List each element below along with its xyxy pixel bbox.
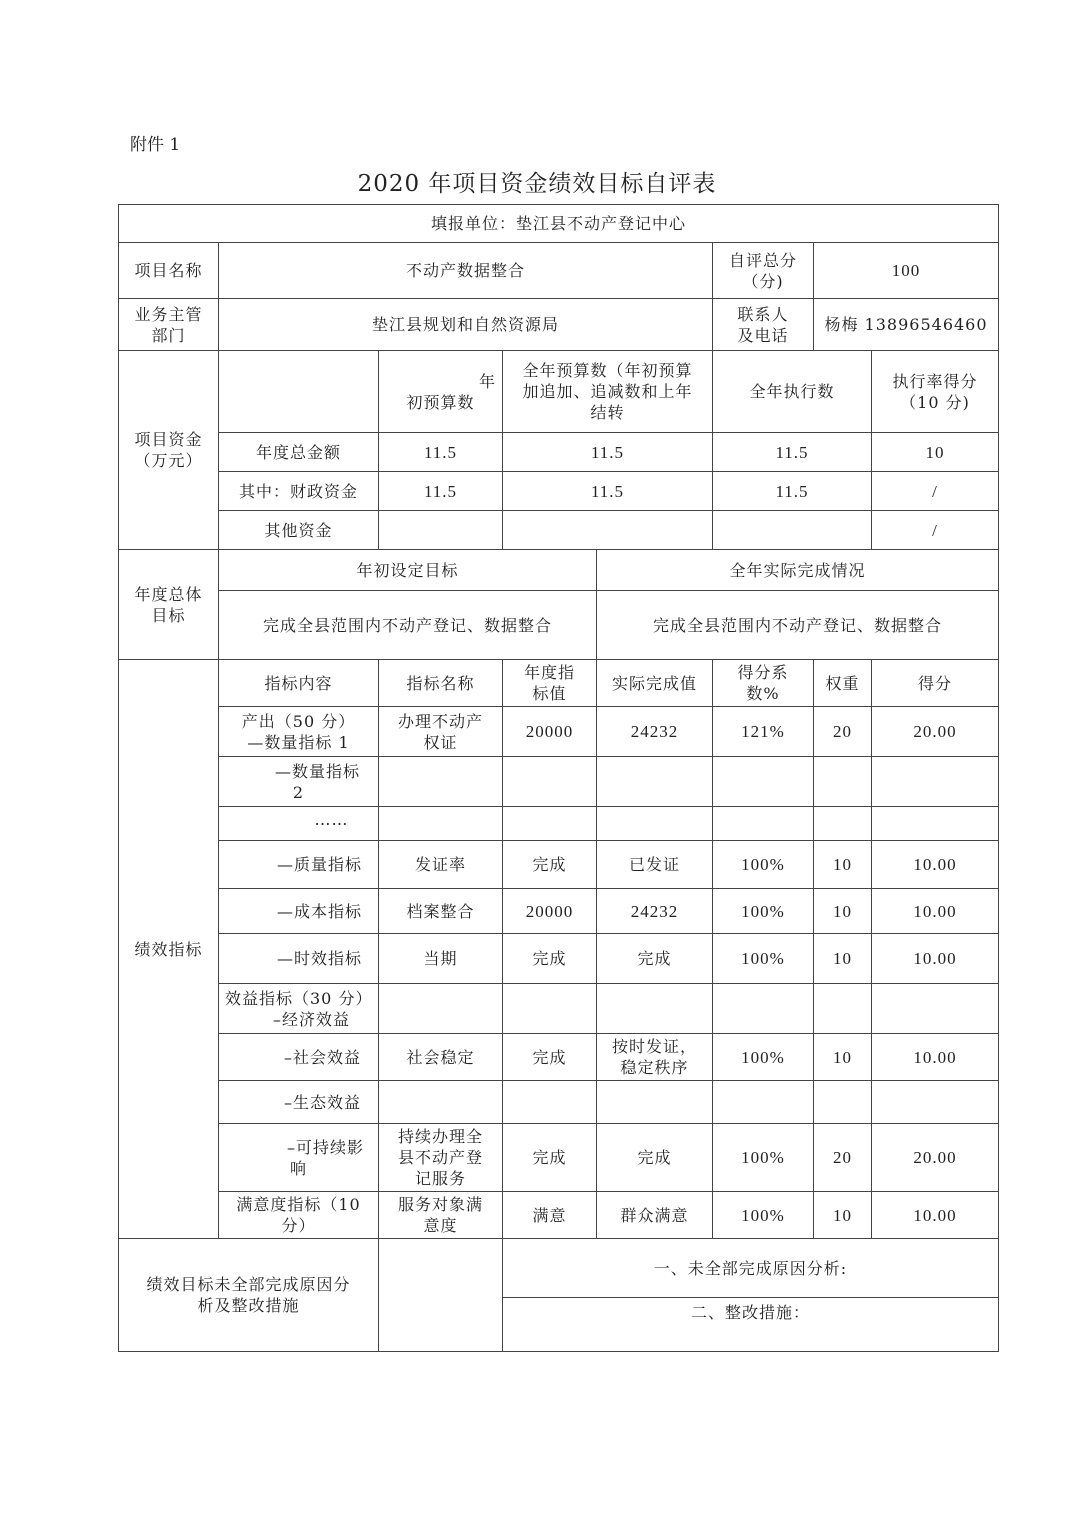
funds-row	[119, 433, 999, 472]
perf-row-actual	[597, 807, 713, 841]
perf-row-weight	[814, 757, 872, 807]
department-value: 垫江县规划和自然资源局	[219, 299, 713, 351]
perf-row-content-line2: –经济效益	[272, 1009, 350, 1029]
perf-row-name	[379, 707, 503, 757]
perf-row-content-line2: 响	[289, 1158, 307, 1178]
perf-row	[119, 1081, 999, 1124]
perf-row-actual	[597, 984, 713, 1034]
perf-row-score	[872, 757, 999, 807]
perf-col-score: 得分	[872, 660, 999, 707]
funds-col-initial-line2: 初预算数	[406, 392, 475, 412]
unit-row	[119, 205, 999, 243]
perf-row-actual: 完成	[597, 1124, 713, 1192]
perf-row-content: –社会效益	[219, 1034, 379, 1081]
perf-row-coef: 121%	[713, 707, 814, 757]
funds-row-exec: 11.5	[713, 472, 872, 511]
total-score-label-line2: （分)	[742, 271, 784, 291]
perf-row-content: —质量指标	[219, 841, 379, 889]
perf-row-name-line1: 持续办理全	[397, 1127, 483, 1146]
perf-row-actual: 已发证	[597, 841, 713, 889]
goal-label-line2: 目标	[151, 605, 186, 625]
perf-row-score: 10.00	[872, 934, 999, 984]
perf-row-content-line1: –可持续影	[286, 1137, 364, 1157]
funds-row-rate: /	[872, 511, 999, 550]
funds-row-full: 11.5	[503, 433, 713, 472]
funds-row-initial	[379, 511, 503, 550]
perf-row-coef: 100%	[713, 1124, 814, 1192]
perf-row-weight: 10	[814, 889, 872, 934]
perf-row-name: 当期	[379, 934, 503, 984]
perf-row-name-line1: 办理不动产	[397, 711, 483, 731]
perf-row-weight: 10	[814, 1192, 872, 1239]
perf-row-target: 20000	[503, 889, 597, 934]
perf-row-content: —时效指标	[219, 934, 379, 984]
perf-col-target	[503, 660, 597, 707]
page-title: 2020 年项目资金绩效目标自评表	[357, 171, 717, 197]
perf-row-content	[219, 707, 379, 757]
perf-row-coef: 100%	[713, 841, 814, 889]
perf-row-content: –生态效益	[219, 1081, 379, 1124]
perf-row	[119, 1192, 999, 1239]
analysis-reason: 一、未全部完成原因分析:	[503, 1239, 999, 1298]
perf-row-coef	[713, 1081, 814, 1124]
perf-row-target: 完成	[503, 841, 597, 889]
contact-label-line1: 联系人	[737, 304, 789, 324]
funds-row-rate: 10	[872, 433, 999, 472]
funds-row	[119, 472, 999, 511]
funds-col-rate	[872, 351, 999, 433]
perf-row-weight: 20	[814, 707, 872, 757]
funds-col-full	[503, 351, 713, 433]
funds-col-rate-line2: （10 分)	[900, 392, 970, 412]
perf-row-coef	[713, 984, 814, 1034]
perf-row-coef: 100%	[713, 1192, 814, 1239]
perf-row-weight: 10	[814, 1034, 872, 1081]
perf-row	[119, 707, 999, 757]
funds-header-blank	[219, 351, 379, 433]
perf-row-content	[219, 757, 379, 807]
perf-header-row	[119, 660, 999, 707]
attachment-label: 附件 1	[130, 135, 181, 155]
perf-row-content-line2: 分）	[281, 1216, 316, 1235]
total-score-value: 100	[814, 243, 999, 299]
funds-row-exec	[713, 511, 872, 550]
perf-row-coef: 100%	[713, 889, 814, 934]
perf-col-coef-line1: 得分系	[737, 663, 789, 682]
perf-row-score: 20.00	[872, 707, 999, 757]
funds-col-full-line2: 加追加、追减数和上年	[522, 382, 693, 401]
perf-row-weight: 20	[814, 1124, 872, 1192]
perf-row-target: 完成	[503, 934, 597, 984]
department-label-line2: 部门	[151, 325, 186, 345]
goal-actual-header: 全年实际完成情况	[597, 550, 999, 591]
perf-row-weight	[814, 807, 872, 841]
goal-label-line1: 年度总体	[134, 584, 203, 604]
perf-row-name-line3: 记服务	[414, 1169, 466, 1188]
perf-row	[119, 757, 999, 807]
perf-row-name: 发证率	[379, 841, 503, 889]
perf-row-score	[872, 1081, 999, 1124]
goal-header-row	[119, 550, 999, 591]
department-label-line1: 业务主管	[134, 304, 203, 324]
perf-row-target	[503, 757, 597, 807]
perf-row-target	[503, 807, 597, 841]
perf-col-target-line2: 标值	[532, 684, 567, 703]
funds-row-label: 年度总金额	[219, 433, 379, 472]
perf-row	[119, 889, 999, 934]
perf-row-score: 10.00	[872, 1192, 999, 1239]
perf-row-actual-line2: 稳定秩序	[620, 1058, 689, 1077]
perf-row-actual: 完成	[597, 934, 713, 984]
funds-row-initial: 11.5	[379, 472, 503, 511]
perf-col-target-line1: 年度指	[523, 663, 575, 682]
perf-row-name	[379, 1192, 503, 1239]
perf-row-target	[503, 984, 597, 1034]
perf-row	[119, 934, 999, 984]
perf-row-actual: 24232	[597, 889, 713, 934]
perf-row-target	[503, 1081, 597, 1124]
total-score-label	[713, 243, 814, 299]
perf-row-actual	[597, 757, 713, 807]
perf-col-coef	[713, 660, 814, 707]
funds-row-rate: /	[872, 472, 999, 511]
perf-row	[119, 807, 999, 841]
perf-row	[119, 984, 999, 1034]
perf-row-score: 10.00	[872, 841, 999, 889]
perf-row-actual-line1: 按时发证，	[611, 1037, 697, 1056]
perf-row-weight: 10	[814, 934, 872, 984]
perf-row-content-line2: 2	[292, 782, 305, 802]
perf-row-name: 社会稳定	[379, 1034, 503, 1081]
perf-row-coef	[713, 757, 814, 807]
total-score-label-line1: 自评总分	[728, 250, 797, 270]
perf-row	[119, 841, 999, 889]
perf-row	[119, 1124, 999, 1192]
perf-row-weight	[814, 984, 872, 1034]
perf-row-coef: 100%	[713, 934, 814, 984]
funds-col-rate-line1: 执行率得分	[892, 371, 978, 391]
funds-col-initial-line1: 年	[478, 371, 496, 391]
perf-row-score	[872, 807, 999, 841]
funds-row-initial: 11.5	[379, 433, 503, 472]
perf-col-coef-line2: 数%	[746, 684, 780, 703]
perf-row-target: 20000	[503, 707, 597, 757]
perf-row-name-line2: 意度	[423, 1216, 458, 1235]
contact-value: 杨梅 13896546460	[814, 299, 999, 351]
goal-content-row	[119, 591, 999, 660]
department-row	[119, 299, 999, 351]
perf-row-content	[219, 1124, 379, 1192]
goal-set-text: 完成全县范围内不动产登记、数据整合	[219, 591, 597, 660]
funds-col-full-line1: 全年预算数（年初预算	[522, 361, 693, 380]
perf-row-coef	[713, 807, 814, 841]
funds-label-line1: 项目资金	[134, 430, 203, 449]
funds-row-exec: 11.5	[713, 433, 872, 472]
goal-set-header: 年初设定目标	[219, 550, 597, 591]
funds-col-initial	[379, 351, 503, 433]
goal-actual-text: 完成全县范围内不动产登记、数据整合	[597, 591, 999, 660]
perf-row-content	[219, 1192, 379, 1239]
perf-col-name: 指标名称	[379, 660, 503, 707]
funds-col-full-line3: 结转	[590, 403, 625, 422]
perf-row-content: —成本指标	[219, 889, 379, 934]
perf-row-target: 完成	[503, 1124, 597, 1192]
self-evaluation-table	[118, 204, 999, 1352]
project-name-row	[119, 243, 999, 299]
unit-label: 填报单位：垫江县不动产登记中心	[119, 205, 999, 243]
analysis-label-line1: 绩效目标未全部完成原因分	[146, 1275, 351, 1294]
perf-row-name-line2: 县不动产登	[397, 1148, 483, 1167]
perf-row-score	[872, 984, 999, 1034]
funds-header-row	[119, 351, 999, 433]
contact-label	[713, 299, 814, 351]
department-label	[119, 299, 219, 351]
perf-row-actual: 群众满意	[597, 1192, 713, 1239]
funds-row-full: 11.5	[503, 472, 713, 511]
funds-label-line2: （万元）	[134, 451, 203, 470]
funds-row-label: 其中：财政资金	[219, 472, 379, 511]
perf-col-actual: 实际完成值	[597, 660, 713, 707]
contact-label-line2: 及电话	[737, 325, 789, 345]
analysis-label-line2: 析及整改措施	[197, 1296, 300, 1315]
perf-row-content-line2: —数量指标 1	[247, 732, 350, 752]
project-name-value: 不动产数据整合	[219, 243, 713, 299]
perf-row-weight: 10	[814, 841, 872, 889]
analysis-blank	[379, 1239, 503, 1352]
funds-row	[119, 511, 999, 550]
funds-col-exec: 全年执行数	[713, 351, 872, 433]
perf-row-content-line1: 产出（50 分）	[241, 711, 356, 731]
perf-row-actual	[597, 1081, 713, 1124]
perf-row-target: 满意	[503, 1192, 597, 1239]
analysis-label	[119, 1239, 379, 1352]
perf-row-name	[379, 757, 503, 807]
project-name-label: 项目名称	[119, 243, 219, 299]
perf-row-content-line1: 满意度指标（10	[236, 1195, 361, 1214]
perf-row	[119, 1034, 999, 1081]
perf-row-name-line2: 权证	[423, 732, 458, 752]
perf-row-target: 完成	[503, 1034, 597, 1081]
goal-label	[119, 550, 219, 660]
perf-label: 绩效指标	[119, 660, 219, 1239]
perf-row-actual	[597, 1034, 713, 1081]
funds-row-full	[503, 511, 713, 550]
perf-row-score: 20.00	[872, 1124, 999, 1192]
funds-label	[119, 351, 219, 550]
perf-row-score: 10.00	[872, 1034, 999, 1081]
perf-row-actual: 24232	[597, 707, 713, 757]
perf-col-content: 指标内容	[219, 660, 379, 707]
perf-row-name: 档案整合	[379, 889, 503, 934]
perf-row-score: 10.00	[872, 889, 999, 934]
analysis-measures: 二、整改措施：	[503, 1298, 999, 1352]
funds-row-label: 其他资金	[219, 511, 379, 550]
perf-row-coef: 100%	[713, 1034, 814, 1081]
perf-row-content-line1: —数量指标	[274, 761, 360, 781]
perf-row-name-line1: 服务对象满	[397, 1195, 483, 1214]
perf-row-content	[219, 984, 379, 1034]
perf-row-content-line1: 效益指标（30 分）	[225, 988, 373, 1008]
perf-col-weight: 权重	[814, 660, 872, 707]
perf-row-name	[379, 807, 503, 841]
perf-row-name	[379, 1081, 503, 1124]
perf-row-weight	[814, 1081, 872, 1124]
perf-row-name	[379, 984, 503, 1034]
perf-row-content: ……	[219, 807, 379, 841]
analysis-row	[119, 1239, 999, 1298]
perf-row-name	[379, 1124, 503, 1192]
